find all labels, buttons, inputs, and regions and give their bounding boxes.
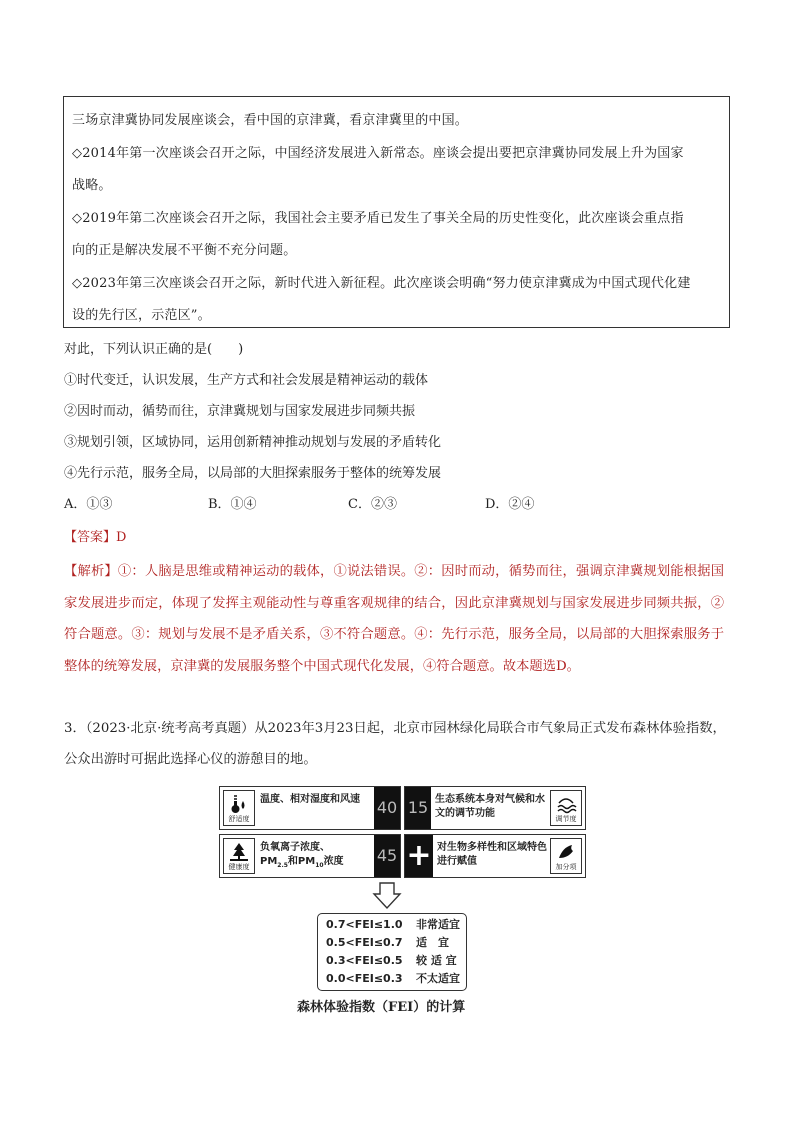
health-icon-label: 健康度 [228, 863, 250, 871]
comfort-text: 温度、相对湿度和风速 [260, 794, 360, 805]
plus-icon: + [405, 835, 433, 877]
grade-row [326, 952, 466, 970]
analysis [64, 556, 724, 682]
grade-level: 非常适宜 [416, 918, 460, 931]
statement-2: ②因时而动，循势而往，京津冀规划与国家发展进步同频共振 [64, 404, 416, 419]
statement-4: ④先行示范，服务全局，以局部的大胆探索服务于整体的统筹发展 [64, 466, 442, 481]
grade-row [326, 916, 466, 934]
regulation-icon-label: 调节度 [555, 815, 577, 823]
bonus-text: 对生物多样性和区域特色进行赋值 [437, 842, 547, 867]
analysis-text: ①：人脑是思维或精神运动的载体，①说法错误。②：因时而动，循势而往，强调京津冀规划能根据国家发展进步而定，体现了发挥主观能动性与尊重客观规律的结合，因此京津冀规划与国家发展进步同频共振，②符合题意。③：规划与发展不是矛盾关系，③不符合题意。④：先行示范，服务全局，以局部的大胆探索服务于整体的统筹发展，京津冀的发展服务整个中国式现代化发展，④符合题意。故本题选D。 [64, 564, 725, 674]
regulation-panel [404, 786, 586, 830]
fei-grade-table [317, 913, 467, 991]
bonus-icon-label: 加分项 [555, 863, 577, 871]
grade-range: 0.0<FEI≤0.3 [326, 972, 403, 985]
grade-level: 较 适 宜 [416, 954, 457, 967]
analysis-label: 【解析】 [64, 564, 118, 579]
option-a: A．①③ [64, 497, 113, 512]
answer-value: D [116, 530, 127, 545]
thermometer-droplet-icon [228, 793, 250, 815]
material-line: 战略。 [72, 178, 112, 193]
answer-options [64, 493, 664, 515]
waves-icon [555, 793, 577, 815]
statement-1: ①时代变迁，认识发展，生产方式和社会发展是精神运动的载体 [64, 373, 429, 388]
figure-caption: 森林体验指数（FEI）的计算 [297, 1000, 466, 1015]
health-icon-box [223, 838, 255, 874]
statement-3: ③规划引领，区域协同，运用创新精神推动规划与发展的矛盾转化 [64, 435, 442, 450]
comfort-icon-label: 舒适度 [228, 815, 250, 823]
tree-icon [228, 841, 250, 863]
health-text-b: PM [260, 856, 278, 867]
comfort-icon-box [223, 790, 255, 826]
material-line: 设的先行区，示范区”。 [72, 308, 211, 323]
fei-figure [219, 786, 589, 1016]
material-line: 三场京津冀协同发展座谈会，看中国的京津冀，看京津冀里的中国。 [72, 113, 469, 128]
grade-row [326, 970, 466, 988]
regulation-text: 生态系统本身对气候和水文的调节功能 [435, 794, 545, 819]
regulation-weight: 15 [405, 787, 431, 829]
bird-icon [555, 841, 577, 863]
bonus-panel [404, 834, 586, 878]
option-d: D．②④ [485, 497, 535, 512]
health-text-a: 负氧离子浓度、 [260, 842, 330, 853]
regulation-icon-box [550, 790, 582, 826]
question-3: 3．（2023·北京·统考高考真题）从2023年3月23日起，北京市园林绿化局联合市气象局正式发布森林体验指数，公众出游时可据此选择心仪的游憩目的地。 [64, 721, 726, 767]
material-box [63, 96, 730, 328]
health-panel [219, 834, 401, 878]
grade-level: 不太适宜 [416, 972, 460, 985]
grade-level: 适 宜 [416, 936, 449, 949]
comfort-panel [219, 786, 401, 830]
arrow-down-icon [372, 882, 402, 910]
material-line: 向的正是解决发展不平衡不充分问题。 [72, 243, 297, 258]
option-b: B．①④ [208, 497, 257, 512]
option-c: C．②③ [348, 497, 397, 512]
grade-range: 0.7<FEI≤1.0 [326, 918, 403, 931]
grade-range: 0.5<FEI≤0.7 [326, 936, 403, 949]
material-line: ◇2019年第二次座谈会召开之际，我国社会主要矛盾已发生了事关全局的历史性变化，此次座谈会重点指 [72, 210, 684, 226]
health-text-d: 浓度 [323, 856, 344, 867]
grade-range: 0.3<FEI≤0.5 [326, 954, 403, 967]
answer-label: 【答案】 [64, 530, 117, 545]
material-line: ◇2014年第一次座谈会召开之际，中国经济发展进入新常态。座谈会提出要把京津冀协同发展上升为国家 [72, 145, 684, 161]
answer [64, 526, 126, 545]
health-sub-b: 10 [315, 862, 324, 869]
bonus-icon-box [550, 838, 582, 874]
health-weight: 45 [374, 835, 400, 877]
health-sub-a: 2.5 [277, 862, 288, 869]
comfort-weight: 40 [374, 787, 400, 829]
material-line: ◇2023年第三次座谈会召开之际，新时代进入新征程。此次座谈会明确“努力使京津冀成为中国式现代化建 [72, 275, 691, 291]
health-text-c: 和PM [287, 856, 316, 867]
grade-row [326, 934, 466, 952]
question-stem: 对此，下列认识正确的是( ) [64, 342, 244, 357]
health-text [260, 841, 372, 873]
